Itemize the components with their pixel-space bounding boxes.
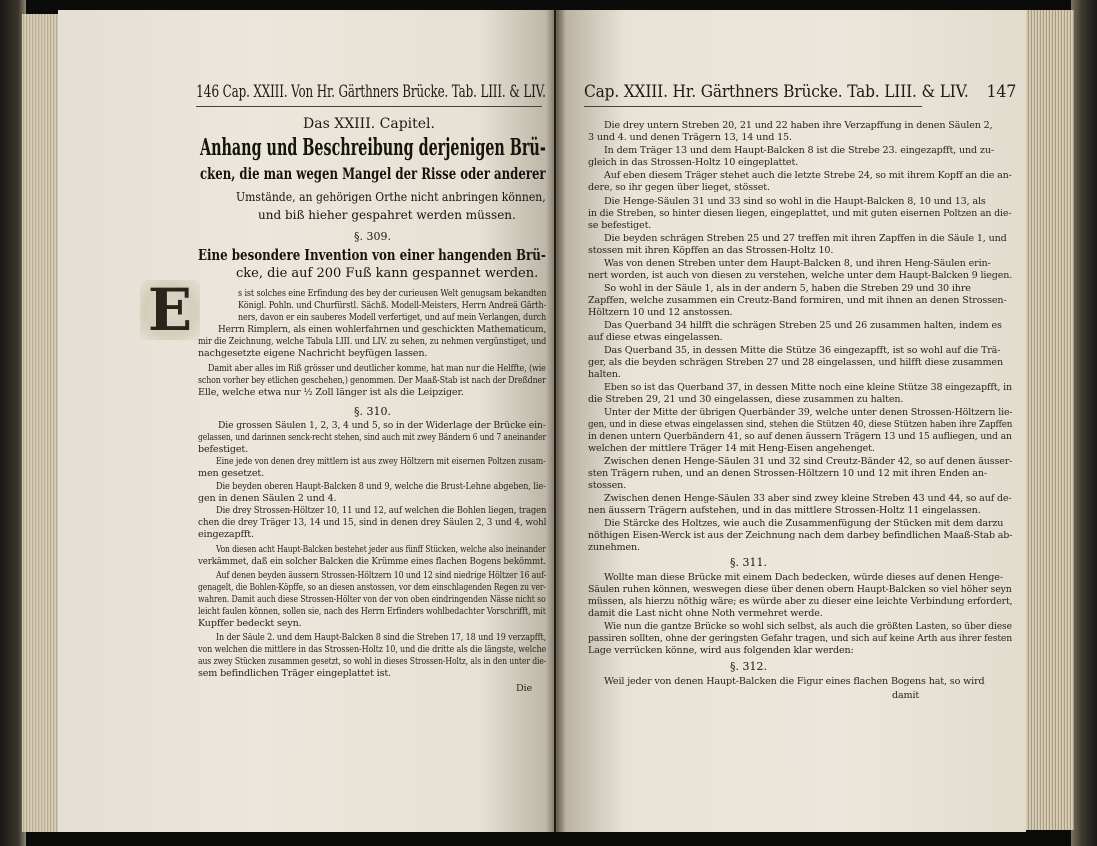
right-line: auf diese etwas eingelassen. xyxy=(588,332,723,343)
right-line: zunehmen. xyxy=(588,542,640,553)
right-line: se befestiget. xyxy=(588,220,652,231)
title-line-2: cken, die man wegen Mangel der Risse oder anderer xyxy=(200,164,546,183)
section-310: §. 310. xyxy=(354,405,391,418)
left-line: Damit aber alles im Riß grösser und deutlicher komme, hat man nur die Helffte, (wie xyxy=(208,363,546,374)
right-line: stossen. xyxy=(588,480,627,491)
left-line: von welchen die mittlere in das Strossen-Holtz 10, und die dritte als die längste, welche xyxy=(198,644,547,655)
left-header-rule xyxy=(196,106,542,107)
right-line: Säulen ruhen können, weswegen diese über denen obern Haupt-Balcken so viel höher seyn xyxy=(588,584,1012,595)
right-line: Wie nun die gantze Brücke so wohl sich selbst, als auch die größten Lasten, so über diese xyxy=(604,621,1012,632)
right-line: nen äussern Trägern aufstehen, und in das mittlere Strossen-Holtz 11 eingelassen. xyxy=(588,505,981,516)
right-line: Unter der Mitte der übrigen Querbänder 39, welche unter denen Strossen-Höltzern lie- xyxy=(604,407,1013,418)
title-line-3: Umstände, an gehörigen Orthe nicht anbringen können, xyxy=(236,190,546,204)
right-catchword: damit xyxy=(892,690,920,701)
right-line: Die Stärcke des Holtzes, wie auch die Zusammenfügung der Stücken mit dem darzu xyxy=(604,518,1004,529)
left-line: nachgesetzte eigene Nachricht beyfügen lassen. xyxy=(198,348,428,359)
right-line: die Streben 29, 21 und 30 eingelassen, diese zusammen zu halten. xyxy=(588,394,904,405)
right-line: stossen mit ihren Köpffen an das Strossen-Holtz 10. xyxy=(588,245,834,256)
right-line: 3 und 4. und denen Trägern 13, 14 und 15. xyxy=(588,132,792,143)
right-line: Das Querband 35, in dessen Mitte die Stütze 36 eingezapfft, ist so wohl auf die Trä- xyxy=(604,345,1001,356)
right-line: nöthigen Eisen-Werck ist aus der Zeichnung nach dem darbey befindlichen Maaß-Stab ab- xyxy=(588,530,1013,541)
right-line: Das Querband 34 hilfft die schrägen Streben 25 und 26 zusammen halten, indem es xyxy=(604,320,1002,331)
right-line: Die Henge-Säulen 31 und 33 sind so wohl in die Haupt-Balcken 8, 10 und 13, als xyxy=(604,196,986,207)
right-line: Auf eben diesem Träger stehet auch die letzte Strebe 24, so mit ihrem Kopff an die an- xyxy=(604,170,1012,181)
section-311: §. 311. xyxy=(730,556,767,569)
page-edges-right xyxy=(1024,10,1074,830)
right-running-header xyxy=(584,82,1016,102)
left-catchword: Die xyxy=(516,683,532,694)
drop-cap-initial: E xyxy=(147,276,193,344)
right-line: Lage verrücken könne, wird aus folgenden klar werden: xyxy=(588,645,854,656)
left-line: eingezapfft. xyxy=(198,529,254,540)
left-line: Die drey Strossen-Höltzer 10, 11 und 12, auf welchen die Bohlen liegen, tragen xyxy=(216,505,547,516)
left-line: Die beyden oberen Haupt-Balcken 8 und 9, welche die Brust-Lehne abgeben, lie- xyxy=(216,481,546,492)
left-line: schon vorher bey etlichen geschehen,) genommen. Der Maaß-Stab ist nach der Dreßdner xyxy=(198,375,546,386)
left-line: ners, davon er ein sauberes Modell verfertiget, und auf mein Verlangen, durch xyxy=(238,312,547,323)
left-line: gen in denen Säulen 2 und 4. xyxy=(198,493,337,504)
right-line: Die drey untern Streben 20, 21 und 22 haben ihre Verzapffung in denen Säulen 2, xyxy=(604,120,993,131)
left-line: Von diesen acht Haupt-Balcken bestehet jeder aus fünff Stücken, welche also ineinander xyxy=(216,544,546,555)
left-line: genagelt, die Bohlen-Köpffe, so an diesen anstossen, vor dem einschlagenden Regen zu ver- xyxy=(198,582,546,593)
right-line: Die beyden schrägen Streben 25 und 27 treffen mit ihren Zapffen in die Säule 1, und xyxy=(604,233,1007,244)
left-line: wahren. Damit auch diese Strossen-Hölter von der von oben eindringenden Nässe nicht so xyxy=(198,594,546,605)
right-line: ger, als die beyden schrägen Streben 27 und 28 eingelassen, und hilfft diese zusammen xyxy=(588,357,1003,368)
right-line: welchen der mittlere Träger 14 mit Heng-Eisen angehenget. xyxy=(588,443,875,454)
left-line: s ist solches eine Erfindung des bey der curieusen Welt genugsam bekandten xyxy=(238,288,547,299)
title-line-1: Anhang und Beschreibung derjenigen Brü- xyxy=(200,134,546,161)
right-line: Zapffen, welche zusammen ein Creutz-Band formiren, und mit ihnen an denen Strossen- xyxy=(588,295,1007,306)
left-line: Elle, welche etwa nur ½ Zoll länger ist als die Leipziger. xyxy=(198,387,464,398)
right-line: nert worden, ist auch von diesen zu verstehen, welche unter dem Haupt-Balcken 9 liegen. xyxy=(588,270,1013,281)
left-line: befestiget. xyxy=(198,444,248,455)
right-line: gleich in das Strossen-Holtz 10 eingeplattet. xyxy=(588,157,799,168)
right-line: damit die Last nicht ohne Noth vermehret werde. xyxy=(588,608,823,619)
left-line: Auf denen beyden äussern Strossen-Höltzern 10 und 12 sind niedrige Höltzer 16 auf- xyxy=(216,570,547,581)
right-line: So wohl in der Säule 1, als in der andern 5, haben die Streben 29 und 30 ihre xyxy=(604,283,971,294)
book-gutter xyxy=(546,10,566,832)
title-line-4: und biß hieher gespahret werden müssen. xyxy=(258,208,516,222)
right-line: Was von denen Streben unter dem Haupt-Balcken 8, und ihren Heng-Säulen erin- xyxy=(604,258,991,269)
right-line: in die Streben, so hinter diesen liegen, eingeplattet, und mit guten eisernen Poltzen an die- xyxy=(588,208,1012,219)
right-header-text: Cap. XXIII. Hr. Gärthners Brücke. Tab. LIII. & LIV. xyxy=(584,82,969,101)
left-line: verkämmet, daß ein solcher Balcken die Krümme eines flachen Bogens bekömmt. xyxy=(198,556,547,567)
section-309-title-1: Eine besondere Invention von einer hangenden Brü- xyxy=(198,246,546,264)
right-line: gen, und in diese etwas eingelassen sind, stehen die Stützen 40, diese Stützen haben ihre Zapffen xyxy=(588,419,1013,430)
right-line: passiren sollten, ohne der geringsten Gefahr tragen, und sich auf keine Arth aus ihrer festen xyxy=(588,633,1013,644)
right-line: Höltzern 10 und 12 anstossen. xyxy=(588,307,733,318)
left-line: Königl. Pohln. und Churfürstl. Sächß. Modell-Meisters, Herrn Andreä Gärth- xyxy=(238,300,547,311)
right-line: dere, so ihr gegen über lieget, stösset. xyxy=(588,182,770,193)
left-line: gelassen, und darinnen senck-recht stehen, sind auch mit zwey Bändern 6 und 7 aneinander xyxy=(198,432,547,443)
right-line: Zwischen denen Henge-Säulen 31 und 32 sind Creutz-Bänder 42, so auf denen äusser- xyxy=(604,456,1013,467)
section-309: §. 309. xyxy=(354,230,391,243)
chapter-heading: Das XXIII. Capitel. xyxy=(303,116,435,132)
book-cover-right xyxy=(1071,0,1097,846)
left-line: Kupffer bedeckt seyn. xyxy=(198,618,302,629)
right-page-number: 147 xyxy=(986,82,1017,102)
right-line: in denen untern Querbändern 41, so auf denen äussern Trägern 13 und 15 aufliegen, und an xyxy=(588,431,1012,442)
right-line: Weil jeder von denen Haupt-Balcken die Figur eines flachen Bogens hat, so wird xyxy=(604,676,985,687)
left-line: Herrn Rimplern, als einen wohlerfahrnen und geschickten Mathematicum, xyxy=(218,324,547,335)
right-line: Wollte man diese Brücke mit einem Dach bedecken, würde dieses auf denen Henge- xyxy=(604,572,1003,583)
section-309-title-2: cke, die auf 200 Fuß kann gespannet werden. xyxy=(236,266,539,281)
left-line: chen die drey Träger 13, 14 und 15, sind in denen drey Säulen 2, 3 und 4, wohl xyxy=(198,517,547,528)
left-line: In der Säule 2. und dem Haupt-Balcken 8 sind die Streben 17, 18 und 19 verzapfft, xyxy=(216,632,547,643)
left-page-number: 146 xyxy=(196,82,220,102)
right-line: Zwischen denen Henge-Säulen 33 aber sind zwey kleine Streben 43 und 44, so auf de- xyxy=(604,493,1012,504)
left-line: men gesetzet. xyxy=(198,468,264,479)
right-line: Eben so ist das Querband 37, in dessen Mitte noch eine kleine Stütze 38 eingezapfft, in xyxy=(604,382,1012,393)
right-line: müssen, als hierzu nöthig wäre; es würde aber zu dieser eine leichte Verbindung erfordert, xyxy=(588,596,1013,607)
section-312: §. 312. xyxy=(730,660,767,673)
left-line: sem befindlichen Träger eingeplattet ist. xyxy=(198,668,391,679)
right-line: In dem Träger 13 und dem Haupt-Balcken 8 ist die Strebe 23. eingezapfft, und zu- xyxy=(604,145,994,156)
left-line: leicht faulen können, sollen sie, nach des Herrn Erfinders wohlbedachter Vorschrifft, mit xyxy=(198,606,546,617)
right-header-rule xyxy=(584,106,922,107)
left-line: mir die Zeichnung, welche Tabula LIII. und LIV. zu sehen, zu nehmen vergünstiget, und xyxy=(198,336,547,347)
left-running-header xyxy=(196,82,546,102)
left-line: Die grossen Säulen 1, 2, 3, 4 und 5, so in der Widerlage der Brücke ein- xyxy=(218,420,546,431)
page-edges-left xyxy=(22,14,58,832)
left-header-text: Cap. XXIII. Von Hr. Gärthners Brücke. Tab. LIII. & LIV. xyxy=(222,82,546,101)
right-line: sten Trägern ruhen, und an denen Strossen-Höltzern 10 und 12 mit ihren Enden an- xyxy=(588,468,987,479)
right-line: halten. xyxy=(588,369,621,380)
left-line: aus zwey Stücken zusammen gesetzt, so wohl in dieses Strossen-Holtz, als in den unter die- xyxy=(198,656,547,667)
left-line: Eine jede von denen drey mittlern ist aus zwey Höltzern mit eisernen Poltzen zusam- xyxy=(216,456,546,467)
